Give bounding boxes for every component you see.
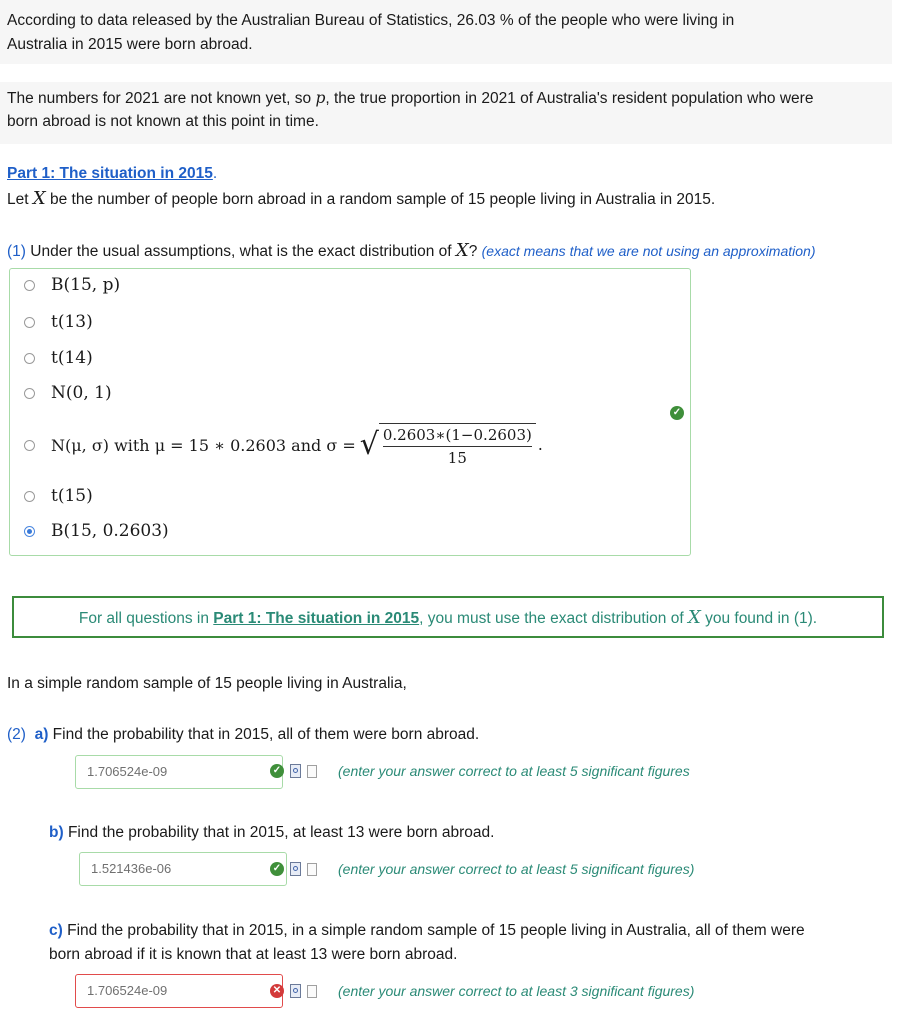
radio-button[interactable] [24, 280, 35, 291]
part1-title-link[interactable]: Part 1: The situation in 2015 [7, 165, 213, 182]
preview-icon[interactable] [290, 764, 301, 778]
option-label: t(13) [51, 312, 93, 332]
radio-button[interactable] [24, 388, 35, 399]
note-part1-link[interactable]: Part 1: The situation in 2015 [213, 610, 420, 627]
q2-number: (2) [7, 726, 26, 743]
note-mid: , you must use the exact distribution of [419, 610, 688, 627]
radio-button[interactable] [24, 317, 35, 328]
option-t15[interactable] [24, 483, 93, 509]
p-symbol: p [315, 89, 326, 107]
let-pre: Let [7, 191, 33, 208]
q2a-hint: (enter your answer correct to at least 5 significant figures [338, 763, 690, 779]
q2c-icons [270, 984, 317, 998]
part1-definition [7, 187, 715, 212]
q2b-letter: b) [49, 824, 64, 841]
correct-check-icon: ✓ [670, 406, 684, 420]
q2a-text: Find the probability that in 2015, all of them were born abroad. [48, 726, 480, 743]
q2c-hint: (enter your answer correct to at least 3 significant figures) [338, 983, 695, 999]
radio-button[interactable] [24, 440, 35, 451]
page-icon[interactable] [307, 765, 317, 778]
q2b-icons [270, 862, 317, 876]
part1-heading: Part 1: The situation in 2015. [7, 165, 218, 182]
option-standard-normal[interactable] [24, 380, 112, 406]
q2b-prompt [49, 821, 494, 845]
preview-icon[interactable] [290, 984, 301, 998]
note-post: you found in (1). [700, 610, 818, 627]
incorrect-cross-icon: ✕ [270, 984, 284, 998]
fraction-numerator: 0.2603∗(1−0.2603) [383, 426, 532, 447]
option-label: B(15, p) [51, 275, 121, 295]
intro-p2-line-1 [7, 86, 813, 111]
q2b-text: Find the probability that in 2015, at least 13 were born abroad. [63, 824, 495, 841]
option-t14[interactable] [24, 345, 93, 371]
radio-button[interactable] [24, 491, 35, 502]
option-label: B(15, 0.2603) [51, 521, 169, 541]
q2c-letter: c) [49, 922, 63, 939]
note-pre: For all questions in [78, 610, 214, 627]
fraction-denominator: 15 [447, 449, 467, 467]
q1-text-post: ? [468, 243, 482, 260]
page-icon[interactable] [307, 985, 317, 998]
q2c-answer-input[interactable]: 1.706524e-09 [75, 974, 283, 1008]
option-label: N(μ, σ) with μ = 15 ∗ 0.2603 and σ = [51, 435, 356, 455]
note-x-symbol: X [687, 607, 701, 628]
option-binomial-0-2603[interactable] [24, 518, 169, 544]
radio-button-selected[interactable] [24, 526, 35, 537]
let-post: be the number of people born abroad in a random sample of 15 people living in Australia in 2015. [45, 191, 716, 208]
q1-prompt [7, 239, 816, 264]
correct-check-icon: ✓ [270, 764, 284, 778]
option-label: t(15) [51, 486, 93, 506]
intro-line-2: Australia in 2015 were born abroad. [7, 36, 253, 53]
q2c-text-line-1: Find the probability that in 2015, in a simple random sample of 15 people living in Australia, all of them were [62, 922, 805, 939]
option-t13[interactable] [24, 309, 93, 335]
q2c-text-line-2: born abroad if it is known that at least 13 were born abroad. [49, 946, 458, 963]
q2a-prompt [7, 723, 479, 747]
q1-text: Under the usual assumptions, what is the exact distribution of [25, 243, 456, 260]
option-label: t(14) [51, 348, 93, 368]
intro-line-1: According to data released by the Australian Bureau of Statistics, 26.03 % of the people who were living in [7, 12, 735, 29]
q2a-letter: a) [34, 726, 49, 743]
intro-p2-post: , the true proportion in 2021 of Australia's resident population who were [325, 90, 814, 107]
q1-hint: (exact means that we are not using an approximation) [481, 243, 816, 259]
q2c-prompt [49, 919, 805, 943]
distribution-note [12, 596, 884, 638]
page-icon[interactable] [307, 863, 317, 876]
option-binomial-p[interactable] [24, 272, 120, 298]
q1-number: (1) [7, 243, 26, 260]
q1-choices [9, 268, 691, 556]
q2b-hint: (enter your answer correct to at least 5 significant figures) [338, 861, 695, 877]
option-label: N(0, 1) [51, 383, 112, 403]
sample-line: In a simple random sample of 15 people living in Australia, [7, 675, 407, 692]
intro-p2-line-2: born abroad is not known at this point in time. [7, 113, 319, 130]
x-symbol: X [32, 188, 46, 209]
q2a-icons [270, 764, 317, 778]
option-normal-approx[interactable] [24, 423, 543, 467]
q2a-answer-input[interactable]: 1.706524e-09 [75, 755, 283, 789]
intro-p2-pre: The numbers for 2021 are not known yet, so [7, 90, 316, 107]
radio-button[interactable] [24, 353, 35, 364]
q1-x-symbol: X [455, 240, 469, 261]
preview-icon[interactable] [290, 862, 301, 876]
correct-check-icon: ✓ [270, 862, 284, 876]
sqrt-expression: √ $\frac{0.2603∗(1-0.2603)}{15}$ . [356, 423, 543, 467]
q2b-answer-input[interactable]: 1.521436e-06 [79, 852, 287, 886]
